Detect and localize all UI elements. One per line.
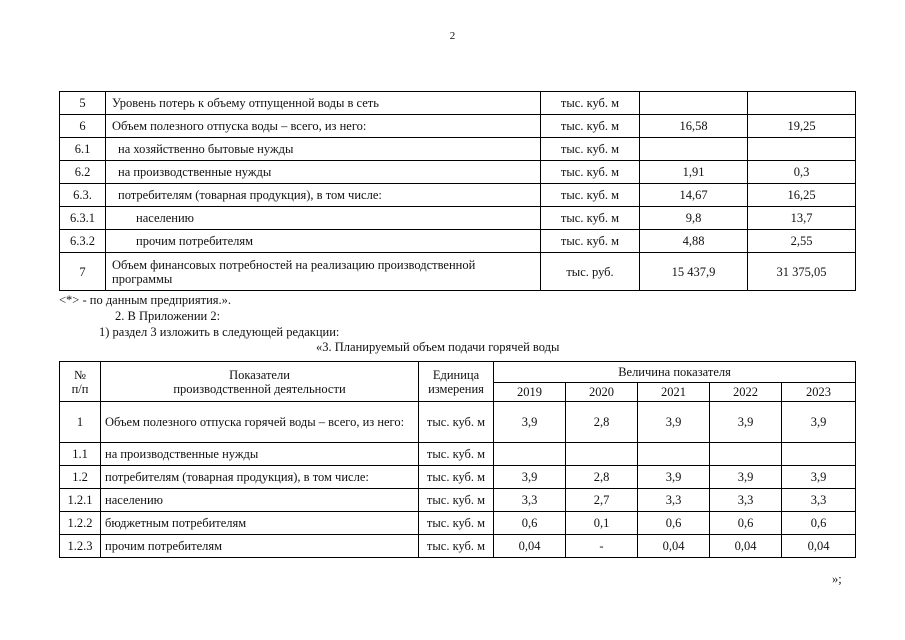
- section-heading: «3. Планируемый объем подачи горячей воды: [316, 340, 560, 354]
- year-header: 2020: [566, 383, 638, 402]
- row-number: 5: [60, 92, 106, 115]
- row-label: бюджетным потребителям: [101, 512, 419, 535]
- row-value: 0,6: [638, 512, 710, 535]
- row-value: 0,04: [710, 535, 782, 558]
- row-value: [748, 138, 856, 161]
- row-value: 0,6: [782, 512, 856, 535]
- col-value-header: Величина показателя: [494, 362, 856, 383]
- row-value: 3,3: [710, 489, 782, 512]
- row-value: [566, 443, 638, 466]
- row-value: 16,25: [748, 184, 856, 207]
- row-unit: тыс. куб. м: [419, 466, 494, 489]
- row-value: 0,3: [748, 161, 856, 184]
- row-value: 0,04: [638, 535, 710, 558]
- row-label: потребителям (товарная продукция), в том числе:: [101, 466, 419, 489]
- col-num-header: № п/п: [60, 362, 101, 402]
- table-row: [60, 161, 856, 184]
- row-label: прочим потребителям: [101, 535, 419, 558]
- row-unit: тыс. куб. м: [541, 207, 640, 230]
- water-volume-table: [59, 91, 856, 291]
- row-value: 2,7: [566, 489, 638, 512]
- row-number: 1.2: [60, 466, 101, 489]
- row-number: 6: [60, 115, 106, 138]
- row-unit: тыс. руб.: [541, 253, 640, 291]
- table-row: [60, 466, 856, 489]
- row-value: 4,88: [640, 230, 748, 253]
- row-value: [710, 443, 782, 466]
- row-number: 1.2.3: [60, 535, 101, 558]
- table-row: [60, 489, 856, 512]
- row-unit: тыс. куб. м: [419, 402, 494, 443]
- row-value: 3,9: [494, 466, 566, 489]
- row-value: 16,58: [640, 115, 748, 138]
- row-value: 0,1: [566, 512, 638, 535]
- hot-water-table: [59, 361, 856, 558]
- row-value: 1,91: [640, 161, 748, 184]
- year-header: 2022: [710, 383, 782, 402]
- row-value: [782, 443, 856, 466]
- row-value: 15 437,9: [640, 253, 748, 291]
- row-value: -: [566, 535, 638, 558]
- page-number: 2: [449, 30, 456, 42]
- row-value: 13,7: [748, 207, 856, 230]
- appendix-note: 2. В Приложении 2:: [115, 309, 221, 323]
- row-value: 0,04: [494, 535, 566, 558]
- row-value: [640, 138, 748, 161]
- row-value: [638, 443, 710, 466]
- row-unit: тыс. куб. м: [541, 138, 640, 161]
- row-number: 6.3.1: [60, 207, 106, 230]
- closing-quote: »;: [832, 572, 842, 586]
- row-unit: тыс. куб. м: [419, 512, 494, 535]
- row-unit: тыс. куб. м: [541, 115, 640, 138]
- row-unit: тыс. куб. м: [419, 443, 494, 466]
- table-row: [60, 402, 856, 443]
- row-value: 3,3: [494, 489, 566, 512]
- row-value: 3,9: [710, 466, 782, 489]
- row-label: на производственные нужды: [101, 443, 419, 466]
- row-value: [494, 443, 566, 466]
- year-header: 2023: [782, 383, 856, 402]
- section-note: 1) раздел 3 изложить в следующей редакции:: [99, 325, 340, 339]
- row-value: 31 375,05: [748, 253, 856, 291]
- row-number: 6.2: [60, 161, 106, 184]
- table-row: [60, 443, 856, 466]
- row-value: 3,9: [494, 402, 566, 443]
- row-value: 3,3: [638, 489, 710, 512]
- row-value: 14,67: [640, 184, 748, 207]
- col-indicators-header: Показатели производственной деятельности: [101, 362, 419, 402]
- row-number: 1.2.1: [60, 489, 101, 512]
- table-row: [60, 138, 856, 161]
- row-value: [640, 92, 748, 115]
- row-label: Объем полезного отпуска воды – всего, из него:: [106, 115, 541, 138]
- table-row: [60, 512, 856, 535]
- row-value: 9,8: [640, 207, 748, 230]
- row-label: прочим потребителям: [106, 230, 541, 253]
- row-value: 3,9: [782, 402, 856, 443]
- row-number: 6.1: [60, 138, 106, 161]
- table-row: [60, 184, 856, 207]
- row-label: на хозяйственно бытовые нужды: [106, 138, 541, 161]
- table-row: [60, 115, 856, 138]
- row-label: Уровень потерь к объему отпущенной воды в сеть: [106, 92, 541, 115]
- year-header: 2021: [638, 383, 710, 402]
- table-row: [60, 535, 856, 558]
- row-value: 3,3: [782, 489, 856, 512]
- row-number: 1: [60, 402, 101, 443]
- row-unit: тыс. куб. м: [541, 184, 640, 207]
- row-value: 19,25: [748, 115, 856, 138]
- row-number: 6.3.: [60, 184, 106, 207]
- source-note: <*> - по данным предприятия.».: [59, 293, 232, 307]
- row-value: 3,9: [782, 466, 856, 489]
- row-number: 7: [60, 253, 106, 291]
- row-unit: тыс. куб. м: [419, 535, 494, 558]
- row-value: 0,04: [782, 535, 856, 558]
- row-value: 3,9: [638, 402, 710, 443]
- col-unit-header: Единица измерения: [419, 362, 494, 402]
- row-value: 3,9: [710, 402, 782, 443]
- row-label: населению: [101, 489, 419, 512]
- row-label: потребителям (товарная продукция), в том числе:: [106, 184, 541, 207]
- row-number: 6.3.2: [60, 230, 106, 253]
- row-value: 2,55: [748, 230, 856, 253]
- table-row: [60, 230, 856, 253]
- row-label: населению: [106, 207, 541, 230]
- row-unit: тыс. куб. м: [541, 230, 640, 253]
- table-header-row: [60, 362, 856, 383]
- row-label: Объем финансовых потребностей на реализацию производственной программы: [106, 253, 541, 291]
- row-number: 1.2.2: [60, 512, 101, 535]
- year-header: 2019: [494, 383, 566, 402]
- row-value: 0,6: [710, 512, 782, 535]
- row-unit: тыс. куб. м: [419, 489, 494, 512]
- row-unit: тыс. куб. м: [541, 161, 640, 184]
- row-value: 3,9: [638, 466, 710, 489]
- row-value: 2,8: [566, 466, 638, 489]
- row-unit: тыс. куб. м: [541, 92, 640, 115]
- row-value: 2,8: [566, 402, 638, 443]
- table-row: [60, 92, 856, 115]
- row-label: на производственные нужды: [106, 161, 541, 184]
- row-value: [748, 92, 856, 115]
- table-row: [60, 253, 856, 291]
- row-number: 1.1: [60, 443, 101, 466]
- table-row: [60, 207, 856, 230]
- row-value: 0,6: [494, 512, 566, 535]
- row-label: Объем полезного отпуска горячей воды – всего, из него:: [101, 402, 419, 443]
